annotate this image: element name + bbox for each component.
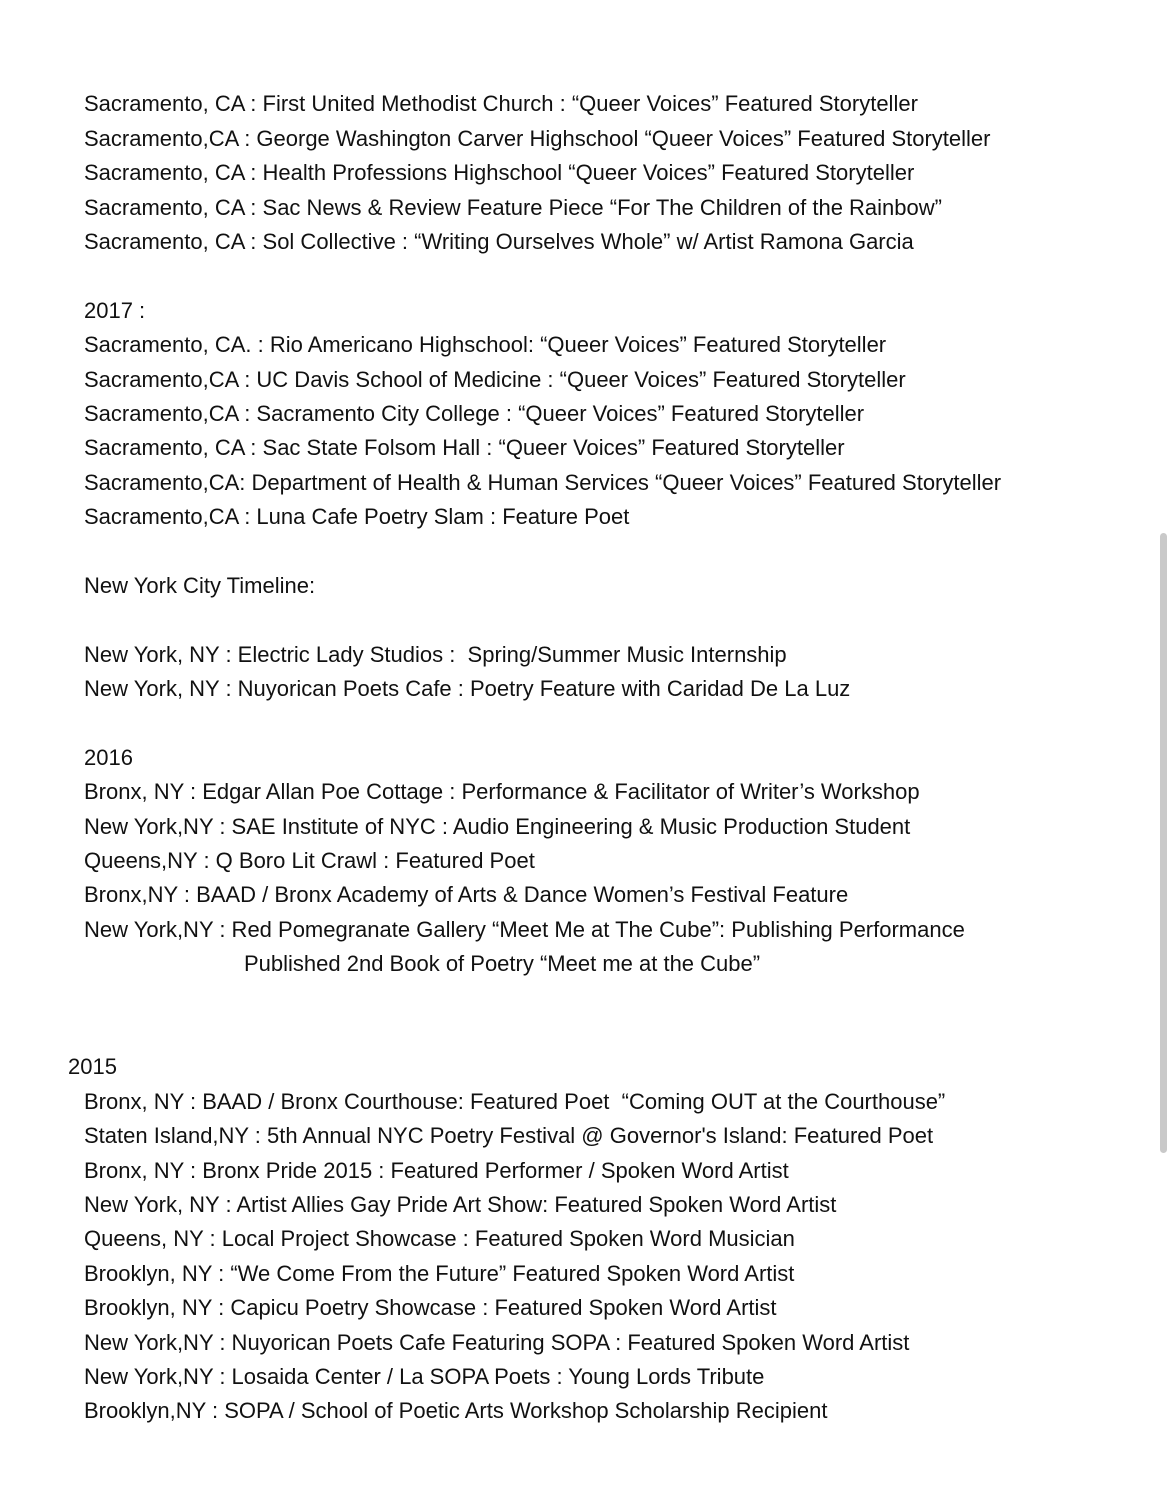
list-item: New York, NY : Electric Lady Studios : Spring/Summer Music Internship xyxy=(84,642,787,667)
list-item: New York,NY : Red Pomegranate Gallery “Meet Me at The Cube”: Publishing Performance xyxy=(84,917,965,942)
list-item: New York, NY : Artist Allies Gay Pride Art Show: Featured Spoken Word Artist xyxy=(84,1192,837,1217)
list-item: Sacramento,CA : George Washington Carver Highschool “Queer Voices” Featured Storyteller xyxy=(84,126,991,151)
list-item: New York, NY : Nuyorican Poets Cafe : Poetry Feature with Caridad De La Luz xyxy=(84,676,851,701)
list-item: Staten Island,NY : 5th Annual NYC Poetry Festival @ Governor's Island: Featured Poet xyxy=(84,1123,934,1148)
list-item: New York,NY : Nuyorican Poets Cafe Featuring SOPA : Featured Spoken Word Artist xyxy=(84,1330,910,1355)
list-item: Bronx, NY : BAAD / Bronx Courthouse: Featured Poet “Coming OUT at the Courthouse” xyxy=(84,1089,946,1114)
list-item: Bronx, NY : Bronx Pride 2015 : Featured Performer / Spoken Word Artist xyxy=(84,1158,789,1183)
list-item: New York,NY : SAE Institute of NYC : Audio Engineering & Music Production Student xyxy=(84,814,911,839)
list-item: Brooklyn, NY : “We Come From the Future” Featured Spoken Word Artist xyxy=(84,1261,795,1286)
list-item: Bronx, NY : Edgar Allan Poe Cottage : Performance & Facilitator of Writer’s Workshop xyxy=(84,779,920,804)
list-item: Sacramento, CA : First United Methodist Church : “Queer Voices” Featured Storyteller xyxy=(84,91,918,116)
list-item: Queens, NY : Local Project Showcase : Featured Spoken Word Musician xyxy=(84,1226,795,1251)
vertical-scrollbar[interactable] xyxy=(1160,533,1167,1153)
list-item: Sacramento,CA: Department of Health & Human Services “Queer Voices” Featured Storyteller xyxy=(84,470,1002,495)
section-heading-nyc: New York City Timeline: xyxy=(84,573,316,598)
list-item: Sacramento, CA : Sac State Folsom Hall : “Queer Voices” Featured Storyteller xyxy=(84,435,845,460)
list-item: Sacramento,CA : UC Davis School of Medicine : “Queer Voices” Featured Storyteller xyxy=(84,367,906,392)
list-item: Sacramento,CA : Luna Cafe Poetry Slam : Feature Poet xyxy=(84,504,630,529)
list-item: Queens,NY : Q Boro Lit Crawl : Featured Poet xyxy=(84,848,535,873)
list-item: Sacramento, CA : Health Professions Highschool “Queer Voices” Featured Storyteller xyxy=(84,160,915,185)
list-item: Brooklyn, NY : Capicu Poetry Showcase : Featured Spoken Word Artist xyxy=(84,1295,777,1320)
list-item: Bronx,NY : BAAD / Bronx Academy of Arts & Dance Women’s Festival Feature xyxy=(84,882,849,907)
list-item: Sacramento,CA : Sacramento City College : “Queer Voices” Featured Storyteller xyxy=(84,401,865,426)
list-item: Brooklyn,NY : SOPA / School of Poetic Arts Workshop Scholarship Recipient xyxy=(84,1398,828,1423)
list-item: Sacramento, CA. : Rio Americano Highschool: “Queer Voices” Featured Storyteller xyxy=(84,332,887,357)
year-heading-2017: 2017 : xyxy=(84,298,146,323)
list-item-continuation: Published 2nd Book of Poetry “Meet me at the Cube” xyxy=(244,951,761,976)
list-item: New York,NY : Losaida Center / La SOPA Poets : Young Lords Tribute xyxy=(84,1364,765,1389)
list-item: Sacramento, CA : Sac News & Review Feature Piece “For The Children of the Rainbow” xyxy=(84,195,942,220)
year-heading-2015: 2015 xyxy=(68,1054,117,1079)
year-heading-2016: 2016 xyxy=(84,745,133,770)
list-item: Sacramento, CA : Sol Collective : “Writing Ourselves Whole” w/ Artist Ramona Garcia xyxy=(84,229,914,254)
